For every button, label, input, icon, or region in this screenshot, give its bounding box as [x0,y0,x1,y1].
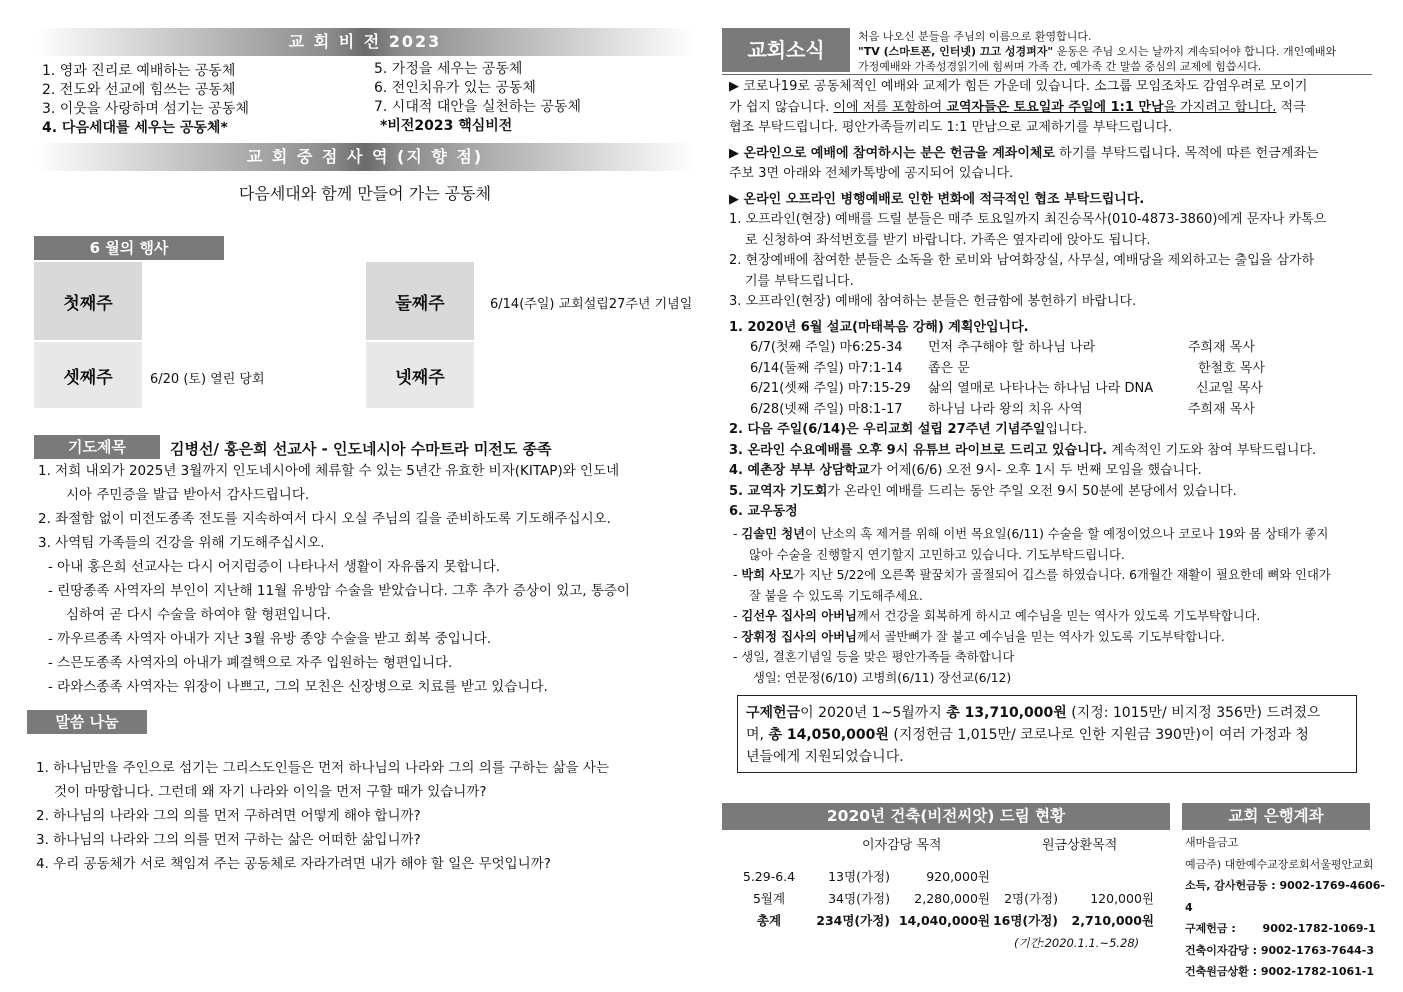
members-news [733,524,1378,688]
news-line: 주보 3면 아래와 전체카톡방에 공지되어 있습니다. [729,166,1014,181]
week4-label: 넷째주 [366,342,474,408]
member-line: - 박희 사모가 지난 5/22에 오른쪽 팔꿈치가 골절되어 깁스를 하였습니다. 6개월간 재활이 필요한데 뼈와 인대가 [733,568,1331,582]
word-item: 4. 우리 공동체가 서로 책임져 주는 공동체로 자라가려면 내가 해야 할 일은 무엇입니까? [36,856,551,872]
building-cell [1058,866,1154,888]
relief-line: 년들에게 지원되었습니다. [746,749,904,765]
member-text: 가 지난 5/22에 오른쪽 팔꿈치가 골절되어 깁스를 하였습니다. 6개월간 재활이 필요한데 뼈와 인대가 [793,568,1331,582]
building-cell: 13명(가정) [828,869,890,884]
member-name: 김솔민 청년 [741,527,806,541]
news-span: 4. 예촌장 부부 상담학교 [729,463,870,478]
week2-label: 둘째주 [366,262,474,340]
news-body-2 [729,420,1374,523]
news-line [729,98,1369,119]
bank-line: 건축원금상환 : 9002-1782-1061-1 [1185,965,1375,978]
relief-span: (지정: 1015만/ 비지정 356만) 드려졌으 [1066,705,1321,721]
word-item: 3. 하나님의 나라와 그의 의를 먼저 구하는 삶은 어떠한 삶입니까? [36,832,421,848]
building-period-note: (기간:2020.1.1.~5.28) [1014,936,1140,950]
focus-text: 다음세대와 함께 만들어 가는 공동체 [238,184,492,203]
bank-line: 소득, 감사헌금등 : 9002-1769-4606-4 [1185,879,1385,914]
news-intro-line [858,44,1378,59]
news-line [729,420,1374,441]
member-text: 께서 골반뼈가 잘 붙고 예수님을 믿는 역사가 있도록 기도부탁합니다. [856,629,1225,644]
vision-list-right [374,60,694,136]
building-cell: 5.29-6.4 [742,869,796,884]
building-header-principal: 원금상환목적 [1042,838,1118,853]
prayer-item: - 아내 홍은희 선교사는 다시 어지럼증이 나타나서 생활이 자유롭지 못합니다. [48,559,501,575]
sermon-topic: 하나님 나라 왕의 치유 사역 [928,401,1083,417]
vision-item: 4. 다음세대를 세우는 공동체* [42,120,228,136]
prayer-item: - 스믄도종족 사역자의 아내가 폐결핵으로 자주 입원하는 형편입니다. [48,655,453,671]
bank-line: 새마을금고 [1185,836,1239,849]
week3-text: 6/20 (토) 열린 당회 [150,372,265,387]
building-row [730,866,1170,888]
news-span: 을 가지려고 합니다. [1163,99,1277,115]
news-span: 이에 저를 포함하여 [833,99,947,115]
building-cell: 16명(가정) [992,913,1058,928]
sermon-preacher: 주희재 목사 [1188,401,1255,417]
prayer-item: 시아 주민증을 발급 받아서 감사드립니다. [66,487,310,503]
news-line: ▶ 온라인 오프라인 병행예배로 인한 변화에 적극적인 협조 부탁드립니다. [729,191,1145,207]
focus-header: 교 회 중 점 사 역 (지 향 점) [35,143,695,171]
news-span: 가 온라인 예배를 드리는 동안 주일 오전 9시 50분에 본당에서 있습니다. [827,483,1237,499]
relief-box [737,695,1357,773]
news-line [729,441,1374,462]
prayer-item: - 까우르종족 사역자 아내가 지난 3월 유방 종양 수술을 받고 회복 중입니다. [48,631,492,647]
sermon-topic: 삶의 열매로 나타나는 하나님 나라 DNA [928,381,1154,396]
word-sharing-tag: 말씀 나눔 [27,710,147,734]
relief-span: 이 2020년 1~5월까지 [800,705,947,721]
vision-item: 5. 가정을 세우는 공동체 [374,61,523,77]
relief-line [746,702,1350,724]
news-divider [722,74,1372,75]
word-item: 것이 마땅합니다. 그런데 왜 자기 나라와 이익을 먼저 구할 때가 있습니까? [54,784,487,800]
member-line: 잘 붙을 수 있도록 기도해주세요. [749,588,923,603]
news-line: 로 신청하여 좌석번호를 받기 바랍니다. 가족은 옆자리에 앉아도 됩니다. [745,232,1151,248]
news-line [729,461,1374,482]
news-line: 3. 오프라인(현장) 예배에 참여하는 분들은 헌금함에 봉헌하기 바랍니다. [729,294,1137,309]
news-line [729,144,1369,165]
word-item: 1. 하나님만을 주인으로 섬기는 그리스도인들은 먼저 하나님의 나라와 그의 의를 구하는 삶을 사는 [36,760,609,776]
sermon-row [750,359,1310,380]
sermon-preacher: 신교일 목사 [1196,381,1263,396]
building-cell [990,866,1058,888]
member-text: 생일, 결혼기념일 등을 맞은 평안가족들 축하합니다 [741,650,1015,664]
member-text: 께서 건강을 회복하게 하시고 예수님을 믿는 역사가 있도록 기도부탁합니다. [856,609,1261,623]
news-body [729,77,1369,338]
vision-item: 3. 이웃을 사랑하며 섬기는 공동체 [42,101,249,117]
building-table [730,866,1170,932]
building-cell: 총계 [756,913,782,928]
prayer-item: - 린땅종족 사역자의 부인이 지난해 11월 유방암 수술을 받았습니다. 그후 추가 증상이 있고, 통증이 [48,583,630,599]
sermon-row [750,400,1310,421]
tv-campaign-text: 운동은 주님 오시는 날까지 계속되어야 합니다. 개인예배와 [1053,45,1337,58]
bank-line: 건축이자감당 : 9002-1763-7644-3 [1185,943,1375,957]
news-span: 입니다. [1045,422,1088,437]
building-header-interest: 이자감당 목적 [862,838,942,853]
sermon-date: 6/7(첫째 주일) 마6:25-34 [750,340,903,355]
news-intro-line: 가정예배와 가족성경읽기에 힘써며 가족 간, 예가족 간 말씀 중심의 교제에 힘씁시다. [858,60,1262,73]
building-row [730,910,1170,932]
prayer-item: 심하여 곧 다시 수술을 하여야 할 형편입니다. [66,607,331,623]
building-cell: 14,040,000원 [898,913,990,928]
sermon-row [750,379,1310,400]
prayer-title: 김병선/ 홍은희 선교사 - 인도네시아 수마트라 미전도 종족 [170,440,552,458]
building-tag: 2020년 건축(비전씨앗) 드림 현황 [722,803,1170,830]
news-span: 계속적인 기도와 참여 부탁드립니다. [1107,442,1317,458]
word-item: 2. 하나님의 나라와 그의 의를 먼저 구하려면 어떻게 해야 합니까? [36,808,421,824]
news-line: 6. 교우동정 [729,504,798,519]
sermon-preacher: 주희재 목사 [1188,340,1255,355]
news-line: ▶ 코로나19로 공동체적인 예배와 교제가 힘든 가운데 있습니다. 소그룹 모임조차도 감염우려로 모이기 [729,79,1308,94]
sermon-date: 6/14(둘째 주일) 마7:1-14 [750,360,903,376]
sermon-row [750,338,1310,359]
prayer-item: 2. 좌절함 없이 미전도종족 전도를 지속하여서 다시 오실 주님의 길을 준비하도록 기도해주십시오. [38,511,611,527]
relief-span: 총 14,050,000원 [768,727,889,743]
news-span: 가 쉽지 않습니다. [729,99,834,115]
building-cell: 234명(가정) [816,913,890,928]
news-line: 2. 현장예배에 참여한 분들은 소독을 한 로비와 남여화장실, 사무실, 예배당을 제외하고는 출입을 삼가하 [729,253,1315,268]
building-cell: 2,710,000원 [1071,913,1154,928]
member-line: - 장휘정 집사의 아버님께서 골반뼈가 잘 붙고 예수님을 믿는 역사가 있도록 기도부탁합니다. [733,629,1225,644]
news-span: 적극 [1276,99,1306,115]
relief-span: 며, [746,727,769,743]
building-cell: 2,280,000원 [914,891,990,906]
building-cell: 5월계 [752,891,786,906]
building-cell: 34명(가정) [828,891,890,906]
word-list [36,756,696,876]
building-row [730,888,1170,910]
june-events-tag: 6 월의 행사 [34,236,224,260]
vision-header: 교 회 비 전 2023 [35,28,695,56]
sermon-topic: 먼저 추구해야 할 하나님 나라 [928,340,1096,355]
bank-line: 예금주) 대한예수교장로회서울평안교회 [1185,857,1374,871]
member-line: - 김선우 집사의 아버님께서 건강을 회복하게 하시고 예수님을 믿는 역사가 있도록 기도부탁합니다. [733,609,1261,623]
news-intro [858,29,1378,74]
news-intro-line: 처음 나오신 분들을 주님의 이름으로 환영합니다. [858,30,1092,43]
prayer-item: 1. 저희 내외가 2025년 3월까지 인도네시아에 체류할 수 있는 5년간 유효한 비자(KITAP)와 인도네 [38,463,620,479]
vision-item: 1. 영과 진리로 예배하는 공동체 [42,63,236,79]
vision-item: 2. 전도와 선교에 힘쓰는 공동체 [42,82,236,98]
member-line: - 김솔민 청년이 난소의 혹 제거를 위해 이번 목요일(6/11) 수술을 할 예정이었으나 코로나 19와 몸 상태가 좋지 [733,527,1329,541]
week1-label: 첫째주 [34,262,142,340]
bank-line: 구제헌금 : 9002-1782-1069-1 [1185,922,1376,935]
relief-line [746,724,1350,746]
vision-list-left [42,62,362,138]
news-line: 1. 2020년 6월 설교(마태복음 강해) 계획안입니다. [729,319,1029,335]
relief-span: 구제헌금 [746,705,801,721]
relief-span: (지정헌금 1,015만/ 코로나로 인한 지원금 390만)이 여러 가정과 청 [888,727,1309,743]
news-span: ▶ 온라인으로 예배에 참여하시는 분은 헌금을 계좌이체로 [729,145,1055,161]
news-line: 기를 부탁드립니다. [745,273,854,289]
prayer-item: - 라와스종족 사역자는 위장이 나쁘고, 그의 모친은 신장병으로 치료를 받고 있습니다. [48,679,548,695]
news-tag: 교회소식 [722,28,850,72]
news-span: 5. 교역자 기도회 [729,483,828,499]
vision-item: 6. 전인치유가 있는 공동체 [374,80,536,96]
member-line: - 생일, 결혼기념일 등을 맞은 평안가족들 축하합니다 [733,650,1015,664]
sermon-topic: 좁은 문 [928,360,970,376]
news-span: 교역자들은 토요일과 주일에 1:1 만남 [946,99,1164,115]
prayer-list [38,459,700,699]
vision-item: 7. 시대적 대안을 실천하는 공동체 [374,99,581,115]
prayer-item: 3. 사역팀 가족들의 건강을 위해 기도해주십시오. [38,535,325,551]
member-line: 않아 수술을 진행할지 연기할지 고민하고 있습니다. 기도부탁드립니다. [749,547,1125,562]
member-name: 김선우 집사의 아버님 [741,609,857,623]
sermon-date: 6/28(넷째 주일) 마8:1-17 [750,401,903,417]
member-name: 장휘정 집사의 아버님 [741,629,857,644]
news-line [729,482,1374,503]
week3-label: 셋째주 [34,342,142,408]
bank-tag: 교회 은행계좌 [1182,803,1370,830]
member-name: 박희 사모 [741,568,794,582]
news-span: 가 어제(6/6) 오전 9시- 오후 1시 두 번째 모임을 했습니다. [869,463,1202,478]
vision-core-note: *비전2023 핵심비전 [380,118,513,134]
sermon-date: 6/21(셋째 주일) 마7:15-29 [750,381,911,396]
prayer-tag: 기도제목 [34,435,160,459]
building-cell: 920,000원 [926,869,990,884]
bank-info [1185,832,1385,983]
building-cell: 120,000원 [1090,891,1154,906]
member-line: 생일: 연문정(6/10) 고병희(6/11) 장선교(6/12) [753,670,1012,685]
news-span: 3. 온라인 수요예배를 오후 9시 유튜브 라이브로 드리고 있습니다. [729,442,1108,458]
news-line: 협조 부탁드립니다. 평안가족들끼리도 1:1 만남으로 교제하기를 부탁드립니다. [729,120,1173,135]
news-span: 하기를 부탁드립니다. 목적에 따른 헌금계좌는 [1055,145,1319,161]
relief-span: 총 13,710,000원 [946,705,1067,721]
news-span: 2. 다음 주일(6/14)은 우리교회 설립 27주년 기념주일 [729,422,1046,437]
tv-campaign: "TV (스마트폰, 인터넷) 끄고 성경펴자" [858,45,1054,58]
news-line: 1. 오프라인(현장) 예배를 드릴 분들은 매주 토요일까지 최진승목사(010-4873-3860)에게 문자나 카톡으 [729,212,1327,227]
week2-text: 6/14(주일) 교회설립27주년 기념일 [490,297,693,312]
sermon-table [750,338,1310,420]
building-cell: 2명(가정) [1004,891,1058,906]
member-text: 이 난소의 혹 제거를 위해 이번 목요일(6/11) 수술을 할 예정이었으나 코로나 19와 몸 상태가 좋지 [805,527,1329,541]
sermon-preacher: 한철호 목사 [1198,360,1265,376]
